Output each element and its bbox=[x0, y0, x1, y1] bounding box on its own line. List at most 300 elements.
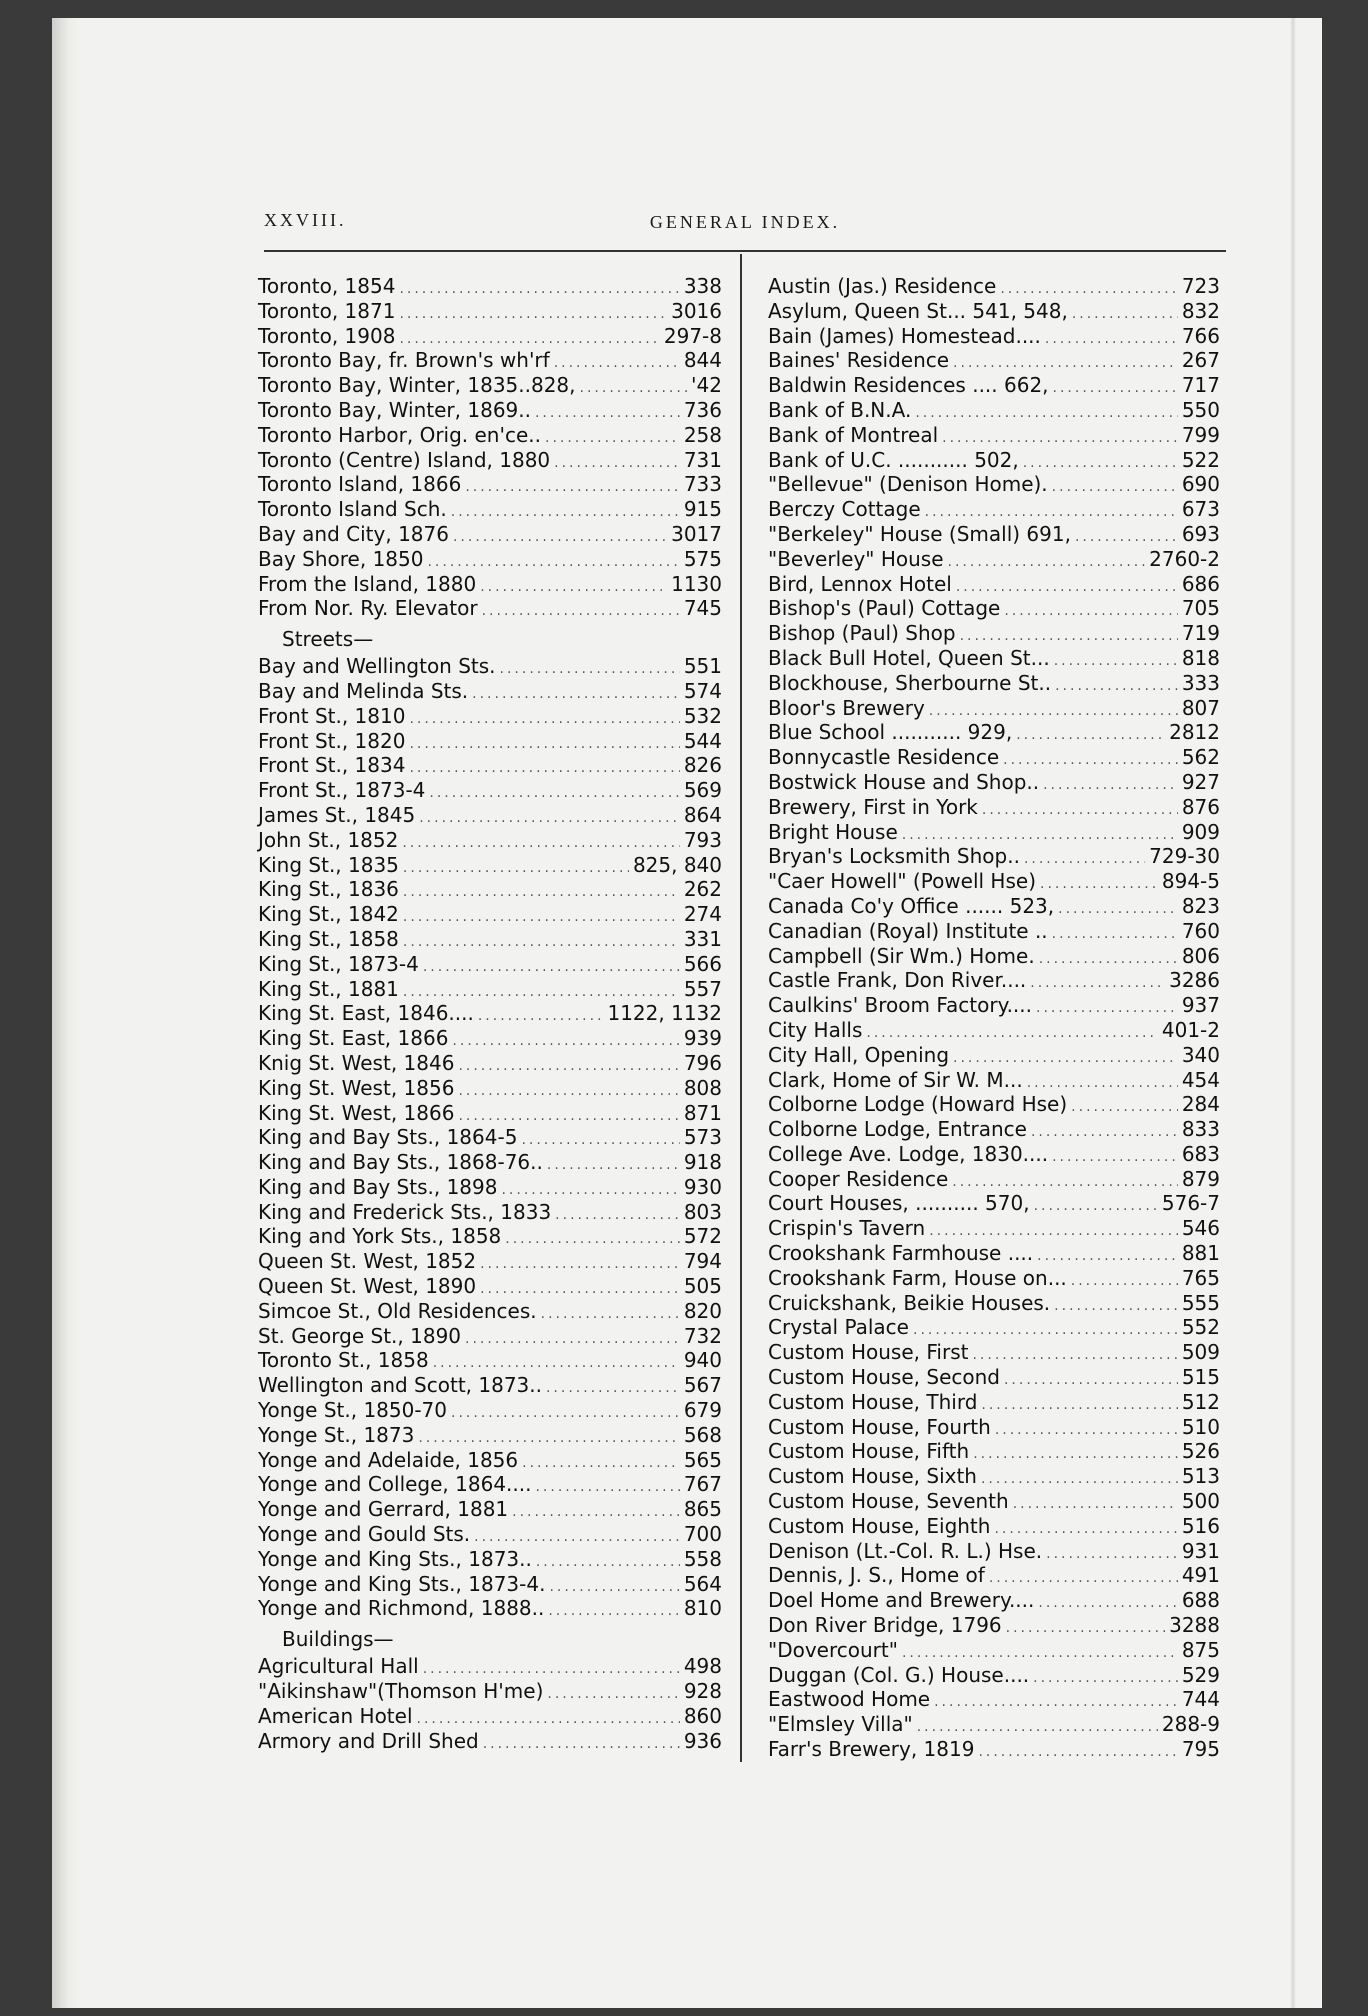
entry-label: Toronto (Centre) Island, 1880 bbox=[258, 447, 551, 472]
dot-leader bbox=[478, 1004, 604, 1029]
dot-leader bbox=[480, 1252, 680, 1277]
entry-page: 733 bbox=[683, 472, 722, 497]
entry-page: 810 bbox=[683, 1596, 722, 1621]
dot-leader bbox=[547, 1682, 679, 1707]
entry-label: King St. West, 1866 bbox=[258, 1100, 455, 1125]
index-entry bbox=[258, 448, 722, 473]
section-heading: Streets— bbox=[282, 627, 374, 652]
entry-label: Toronto Bay, Winter, 1869.. bbox=[258, 397, 531, 422]
entry-label: King St., 1842 bbox=[258, 902, 399, 927]
entry-label: King and Frederick Sts., 1833 bbox=[258, 1199, 552, 1224]
entry-page: 881 bbox=[1181, 1241, 1220, 1266]
page-header bbox=[264, 210, 1226, 250]
entry-page: 401-2 bbox=[1161, 1017, 1220, 1042]
entry-label: Bird, Lennox Hotel bbox=[768, 571, 952, 596]
index-entry bbox=[768, 522, 1220, 547]
entry-page: 808 bbox=[683, 1075, 722, 1100]
entry-label: Brewery, First in York bbox=[768, 794, 978, 819]
entry-label: King St. West, 1856 bbox=[258, 1075, 455, 1100]
index-entry bbox=[258, 398, 722, 423]
entry-label: Armory and Drill Shed bbox=[258, 1728, 479, 1753]
entry-label: Bank of U.C. ........... 502, bbox=[768, 447, 1019, 472]
entry-page: 1130 bbox=[671, 571, 722, 596]
entry-page: 818 bbox=[1181, 645, 1220, 670]
entry-page: 936 bbox=[683, 1728, 722, 1753]
entry-page: 565 bbox=[683, 1447, 722, 1472]
index-entry bbox=[258, 1704, 722, 1729]
entry-page: 3286 bbox=[1169, 968, 1220, 993]
dot-leader bbox=[981, 1393, 1177, 1418]
dot-leader bbox=[452, 1029, 679, 1054]
index-entry bbox=[768, 671, 1220, 696]
dot-leader bbox=[1043, 773, 1178, 798]
index-entry bbox=[258, 1299, 722, 1324]
entry-label: Crookshank Farmhouse .... bbox=[768, 1241, 1034, 1266]
entry-label: Bain (James) Homestead.... bbox=[768, 323, 1041, 348]
dot-leader bbox=[1016, 723, 1165, 748]
index-entry bbox=[768, 1191, 1220, 1216]
dot-leader bbox=[482, 599, 680, 624]
entry-label: James St., 1845 bbox=[258, 802, 416, 827]
index-entry bbox=[258, 1249, 722, 1274]
index-entry bbox=[768, 1663, 1220, 1688]
entry-page: 766 bbox=[1181, 323, 1220, 348]
index-entry bbox=[258, 1101, 722, 1126]
index-entry bbox=[258, 423, 722, 448]
dot-leader bbox=[536, 1550, 680, 1575]
index-entry bbox=[768, 1216, 1220, 1241]
entry-page: 686 bbox=[1181, 571, 1220, 596]
entry-page: 562 bbox=[1181, 745, 1220, 770]
index-entry bbox=[768, 1142, 1220, 1167]
entry-page: 719 bbox=[1181, 621, 1220, 646]
entry-label: King and Bay Sts., 1898 bbox=[258, 1174, 498, 1199]
index-entry bbox=[258, 348, 722, 373]
dot-leader bbox=[483, 1732, 680, 1757]
entry-page: 796 bbox=[683, 1050, 722, 1075]
index-entry bbox=[768, 1018, 1220, 1043]
entry-label: Crookshank Farm, House on... bbox=[768, 1265, 1067, 1290]
index-entry bbox=[768, 1613, 1220, 1638]
entry-page: 338 bbox=[683, 274, 722, 298]
index-entry bbox=[258, 977, 722, 1002]
entry-label: Front St., 1810 bbox=[258, 703, 406, 728]
entry-page: 550 bbox=[1181, 397, 1220, 422]
entry-label: Yonge and Adelaide, 1856 bbox=[258, 1447, 519, 1472]
index-entry bbox=[768, 1588, 1220, 1613]
index-entry bbox=[768, 869, 1220, 894]
dot-leader bbox=[458, 1054, 679, 1079]
index-entry bbox=[768, 770, 1220, 795]
dot-leader bbox=[403, 930, 680, 955]
entry-label: City Halls bbox=[768, 1017, 863, 1042]
index-entry bbox=[768, 1266, 1220, 1291]
index-entry bbox=[258, 654, 722, 679]
entry-page: 765 bbox=[1181, 1265, 1220, 1290]
dot-leader bbox=[535, 401, 680, 426]
index-column-right bbox=[768, 274, 1220, 1762]
index-entry bbox=[768, 299, 1220, 324]
dot-leader bbox=[1046, 1542, 1178, 1567]
entry-page: 793 bbox=[683, 827, 722, 852]
index-entry bbox=[768, 1712, 1220, 1737]
entry-label: Front St., 1834 bbox=[258, 753, 406, 778]
entry-label: Bishop (Paul) Shop bbox=[768, 621, 956, 646]
dot-leader bbox=[1052, 475, 1178, 500]
entry-label: Toronto Island Sch. bbox=[258, 497, 447, 522]
index-entry bbox=[768, 1340, 1220, 1365]
dot-leader bbox=[580, 376, 688, 401]
book-page bbox=[52, 18, 1322, 2008]
dot-leader bbox=[546, 1376, 680, 1401]
dot-leader bbox=[1013, 1492, 1178, 1517]
entry-page: 860 bbox=[683, 1703, 722, 1728]
entry-label: Bostwick House and Shop.. bbox=[768, 769, 1040, 794]
index-entry bbox=[258, 472, 722, 497]
dot-leader bbox=[1024, 847, 1145, 872]
entry-page: 803 bbox=[683, 1199, 722, 1224]
entry-page: 569 bbox=[683, 778, 722, 803]
entry-page: 823 bbox=[1181, 893, 1220, 918]
index-entry bbox=[258, 1497, 722, 1522]
dot-leader bbox=[1004, 1368, 1178, 1393]
index-entry bbox=[768, 1043, 1220, 1068]
dot-leader bbox=[409, 707, 679, 732]
entry-page: 794 bbox=[683, 1249, 722, 1274]
entry-label: Yonge and College, 1864.... bbox=[258, 1472, 532, 1497]
entry-page: 551 bbox=[683, 654, 722, 679]
entry-label: Colborne Lodge, Entrance bbox=[768, 1117, 1027, 1142]
index-entry bbox=[258, 952, 722, 977]
index-entry bbox=[258, 1572, 722, 1597]
entry-label: King St., 1873-4 bbox=[258, 951, 419, 976]
entry-label: Front St., 1873-4 bbox=[258, 778, 426, 803]
dot-leader bbox=[1034, 1194, 1158, 1219]
entry-page: 940 bbox=[683, 1348, 722, 1373]
dot-leader bbox=[403, 905, 680, 930]
entry-label: Canadian (Royal) Institute .. bbox=[768, 918, 1048, 943]
entry-page: 807 bbox=[1181, 695, 1220, 720]
index-entry bbox=[768, 1315, 1220, 1340]
entry-label: Cruickshank, Beikie Houses. bbox=[768, 1290, 1051, 1315]
index-entry bbox=[258, 927, 722, 952]
entry-label: American Hotel bbox=[258, 1703, 413, 1728]
index-entry bbox=[258, 679, 722, 704]
index-entry bbox=[768, 1737, 1220, 1762]
dot-leader bbox=[505, 1227, 680, 1252]
entry-page: 515 bbox=[1181, 1365, 1220, 1390]
entry-label: Yonge St., 1850-70 bbox=[258, 1398, 448, 1423]
entry-page: 573 bbox=[683, 1125, 722, 1150]
entry-label: Clark, Home of Sir W. M... bbox=[768, 1067, 1023, 1092]
entry-label: Yonge and King Sts., 1873.. bbox=[258, 1546, 532, 1571]
dot-leader bbox=[403, 856, 629, 881]
entry-page: 552 bbox=[1181, 1315, 1220, 1340]
entry-label: "Beverley" House bbox=[768, 546, 944, 571]
entry-page: 732 bbox=[683, 1323, 722, 1348]
entry-page: 693 bbox=[1181, 521, 1220, 546]
entry-page: 894-5 bbox=[1161, 869, 1220, 894]
index-entry bbox=[258, 853, 722, 878]
index-entry bbox=[258, 1324, 722, 1349]
index-entry bbox=[258, 1654, 722, 1679]
entry-page: 258 bbox=[683, 422, 722, 447]
entry-page: 532 bbox=[683, 703, 722, 728]
entry-page: 683 bbox=[1181, 1141, 1220, 1166]
index-entry bbox=[768, 1117, 1220, 1142]
index-entry bbox=[768, 894, 1220, 919]
entry-page: 491 bbox=[1181, 1563, 1220, 1588]
entry-label: Bonnycastle Residence bbox=[768, 745, 1000, 770]
index-entry bbox=[768, 820, 1220, 845]
entry-page: 832 bbox=[1181, 298, 1220, 323]
entry-page: 939 bbox=[683, 1026, 722, 1051]
index-entry bbox=[768, 497, 1220, 522]
entry-label: Toronto Island, 1866 bbox=[258, 472, 462, 497]
entry-page: 1122, 1132 bbox=[607, 1001, 722, 1026]
dot-leader bbox=[512, 1500, 680, 1525]
entry-label: King St. East, 1866 bbox=[258, 1026, 449, 1051]
entry-label: Bryan's Locksmith Shop.. bbox=[768, 844, 1020, 869]
entry-label: Wellington and Scott, 1873.. bbox=[258, 1373, 542, 1398]
entry-label: Queen St. West, 1852 bbox=[258, 1249, 477, 1274]
index-entry bbox=[258, 497, 722, 522]
entry-label: King St., 1858 bbox=[258, 926, 399, 951]
entry-label: "Bellevue" (Denison Home). bbox=[768, 472, 1048, 497]
entry-label: Austin (Jas.) Residence bbox=[768, 274, 997, 298]
entry-page: 928 bbox=[683, 1679, 722, 1704]
index-entry bbox=[258, 324, 722, 349]
index-entry bbox=[768, 348, 1220, 373]
index-entry bbox=[258, 373, 722, 398]
entry-page: 833 bbox=[1181, 1117, 1220, 1142]
entry-label: Berczy Cottage bbox=[768, 497, 921, 522]
index-entry bbox=[768, 1390, 1220, 1415]
entry-page: 729-30 bbox=[1149, 844, 1220, 869]
entry-label: King St. East, 1846.... bbox=[258, 1001, 474, 1026]
entry-label: Toronto St., 1858 bbox=[258, 1348, 429, 1373]
dot-leader bbox=[555, 1203, 680, 1228]
entry-page: 284 bbox=[1181, 1092, 1220, 1117]
dot-leader bbox=[1058, 897, 1178, 922]
entry-label: Yonge and Gould Sts. bbox=[258, 1522, 471, 1547]
entry-page: 688 bbox=[1181, 1588, 1220, 1613]
entry-page: '42 bbox=[691, 373, 722, 398]
entry-page: 333 bbox=[1181, 670, 1220, 695]
entry-label: Toronto Bay, fr. Brown's wh'rf bbox=[258, 348, 550, 373]
entry-page: 673 bbox=[1181, 497, 1220, 522]
dot-leader bbox=[535, 1475, 679, 1500]
index-entry bbox=[258, 1679, 722, 1704]
index-entry bbox=[258, 1373, 722, 1398]
index-entry bbox=[768, 720, 1220, 745]
index-entry bbox=[258, 1026, 722, 1051]
dot-leader bbox=[429, 781, 679, 806]
dot-leader bbox=[399, 277, 679, 302]
dot-leader bbox=[1072, 302, 1178, 327]
entry-page: 826 bbox=[683, 753, 722, 778]
entry-label: Custom House, Seventh bbox=[768, 1489, 1009, 1514]
index-entry bbox=[768, 968, 1220, 993]
entry-label: Black Bull Hotel, Queen St... bbox=[768, 645, 1050, 670]
entry-page: 567 bbox=[683, 1373, 722, 1398]
entry-label: "Dovercourt" bbox=[768, 1637, 898, 1662]
index-entry bbox=[768, 1241, 1220, 1266]
entry-page: 723 bbox=[1181, 274, 1220, 298]
entry-page: 2812 bbox=[1169, 720, 1220, 745]
index-entry bbox=[768, 1514, 1220, 1539]
dot-leader bbox=[480, 575, 667, 600]
dot-leader bbox=[554, 451, 680, 476]
entry-label: Knig St. West, 1846 bbox=[258, 1050, 455, 1075]
entry-page: 931 bbox=[1181, 1538, 1220, 1563]
entry-label: From Nor. Ry. Elevator bbox=[258, 596, 478, 621]
entry-label: King St., 1835 bbox=[258, 852, 399, 877]
dot-leader bbox=[1030, 971, 1165, 996]
index-entry bbox=[768, 919, 1220, 944]
entry-page: 516 bbox=[1181, 1513, 1220, 1538]
entry-label: Toronto Bay, Winter, 1835..828, bbox=[258, 373, 576, 398]
entry-label: King and Bay Sts., 1864-5 bbox=[258, 1125, 518, 1150]
index-entry bbox=[258, 1522, 722, 1547]
index-entry bbox=[258, 803, 722, 828]
entry-label: King and York Sts., 1858 bbox=[258, 1224, 502, 1249]
index-entry bbox=[768, 1291, 1220, 1316]
entry-label: Bay and City, 1876 bbox=[258, 521, 449, 546]
entry-page: 679 bbox=[683, 1398, 722, 1423]
dot-leader bbox=[1052, 922, 1178, 947]
dot-leader bbox=[1036, 996, 1178, 1021]
entry-label: Simcoe St., Old Residences. bbox=[258, 1298, 537, 1323]
entry-page: 555 bbox=[1181, 1290, 1220, 1315]
entry-label: John St., 1852 bbox=[258, 827, 399, 852]
entry-label: Bright House bbox=[768, 819, 898, 844]
index-entry bbox=[258, 1224, 722, 1249]
entry-label: Custom House, Fourth bbox=[768, 1414, 991, 1439]
entry-label: College Ave. Lodge, 1830.... bbox=[768, 1141, 1049, 1166]
dot-leader bbox=[1040, 872, 1158, 897]
entry-label: Don River Bridge, 1796 bbox=[768, 1613, 1002, 1638]
entry-page: 799 bbox=[1181, 422, 1220, 447]
entry-page: 340 bbox=[1181, 1042, 1220, 1067]
entry-page: 717 bbox=[1181, 373, 1220, 398]
index-entry bbox=[768, 621, 1220, 646]
dot-leader bbox=[1054, 649, 1178, 674]
entry-page: 510 bbox=[1181, 1414, 1220, 1439]
index-entry bbox=[768, 1092, 1220, 1117]
entry-page: 297-8 bbox=[663, 323, 722, 348]
index-entry bbox=[768, 1687, 1220, 1712]
index-entry bbox=[258, 1448, 722, 1473]
entry-page: 745 bbox=[683, 596, 722, 621]
entry-label: Custom House, Second bbox=[768, 1365, 1000, 1390]
entry-page: 566 bbox=[683, 951, 722, 976]
entry-page: 927 bbox=[1181, 769, 1220, 794]
entry-page: 760 bbox=[1181, 918, 1220, 943]
entry-label: Queen St. West, 1890 bbox=[258, 1274, 477, 1299]
entry-label: Blue School ........... 929, bbox=[768, 720, 1013, 745]
entry-label: "Elmsley Villa" bbox=[768, 1712, 913, 1737]
index-entry bbox=[768, 274, 1220, 299]
entry-page: 572 bbox=[683, 1224, 722, 1249]
entry-label: Bay Shore, 1850 bbox=[258, 546, 424, 571]
index-entry bbox=[768, 1489, 1220, 1514]
index-entry bbox=[768, 398, 1220, 423]
entry-page: 498 bbox=[683, 1654, 722, 1679]
entry-page: 736 bbox=[683, 397, 722, 422]
entry-label: "Aikinshaw"(Thomson H'me) bbox=[258, 1679, 544, 1704]
dot-leader bbox=[1004, 599, 1177, 624]
entry-label: Castle Frank, Don River.... bbox=[768, 968, 1027, 993]
dot-leader bbox=[399, 302, 667, 327]
entry-label: Yonge and Gerrard, 1881 bbox=[258, 1497, 509, 1522]
dot-leader bbox=[1039, 947, 1178, 972]
entry-page: 2760-2 bbox=[1149, 546, 1220, 571]
entry-page: 557 bbox=[683, 976, 722, 1001]
entry-label: Bay and Melinda Sts. bbox=[258, 678, 469, 703]
page-edge-shadow bbox=[1290, 18, 1296, 2008]
entry-label: Bank of Montreal bbox=[768, 422, 939, 447]
index-entry bbox=[258, 704, 722, 729]
section-heading: Buildings— bbox=[282, 1627, 394, 1652]
entry-label: Duggan (Col. G.) House.... bbox=[768, 1662, 1030, 1687]
index-entry bbox=[768, 596, 1220, 621]
index-entry bbox=[768, 1464, 1220, 1489]
entry-page: 564 bbox=[683, 1571, 722, 1596]
index-entry bbox=[768, 1167, 1220, 1192]
entry-label: Campbell (Sir Wm.) Home. bbox=[768, 943, 1035, 968]
entry-page: 574 bbox=[683, 678, 722, 703]
index-entry bbox=[258, 1472, 722, 1497]
dot-leader bbox=[549, 1575, 679, 1600]
dot-leader bbox=[1071, 1095, 1178, 1120]
dot-leader bbox=[541, 1302, 680, 1327]
dot-leader bbox=[1052, 1145, 1178, 1170]
entry-label: Caulkins' Broom Factory.... bbox=[768, 993, 1032, 1018]
entry-label: Denison (Lt.-Col. R. L.) Hse. bbox=[768, 1538, 1043, 1563]
index-entry bbox=[768, 646, 1220, 671]
entry-label: Farr's Brewery, 1819 bbox=[768, 1737, 975, 1762]
entry-label: Baines' Residence bbox=[768, 348, 950, 373]
dot-leader bbox=[1006, 1616, 1165, 1641]
book-spine-shadow bbox=[52, 18, 80, 2008]
entry-page: 544 bbox=[683, 728, 722, 753]
index-entry bbox=[768, 1068, 1220, 1093]
dot-leader bbox=[500, 657, 680, 682]
index-entry bbox=[258, 1596, 722, 1621]
entry-page: 3288 bbox=[1169, 1613, 1220, 1638]
dot-leader bbox=[978, 1740, 1177, 1765]
entry-label: Bloor's Brewery bbox=[768, 695, 925, 720]
entry-label: Doel Home and Brewery.... bbox=[768, 1588, 1035, 1613]
entry-label: Blockhouse, Sherbourne St.. bbox=[768, 670, 1052, 695]
index-entry bbox=[258, 902, 722, 927]
entry-page: 500 bbox=[1181, 1489, 1220, 1514]
index-entry bbox=[258, 1175, 722, 1200]
dot-leader bbox=[995, 1418, 1178, 1443]
dot-leader bbox=[1054, 1294, 1178, 1319]
index-column-left bbox=[258, 274, 722, 1753]
entry-page: 879 bbox=[1181, 1166, 1220, 1191]
entry-page: 267 bbox=[1181, 348, 1220, 373]
entry-label: Toronto Harbor, Orig. en'ce.. bbox=[258, 422, 541, 447]
index-entry bbox=[768, 1539, 1220, 1564]
entry-label: Yonge and King Sts., 1873-4. bbox=[258, 1571, 546, 1596]
entry-page: 909 bbox=[1181, 819, 1220, 844]
entry-label: Custom House, Eighth bbox=[768, 1513, 991, 1538]
index-entry bbox=[768, 448, 1220, 473]
entry-page: 558 bbox=[683, 1546, 722, 1571]
